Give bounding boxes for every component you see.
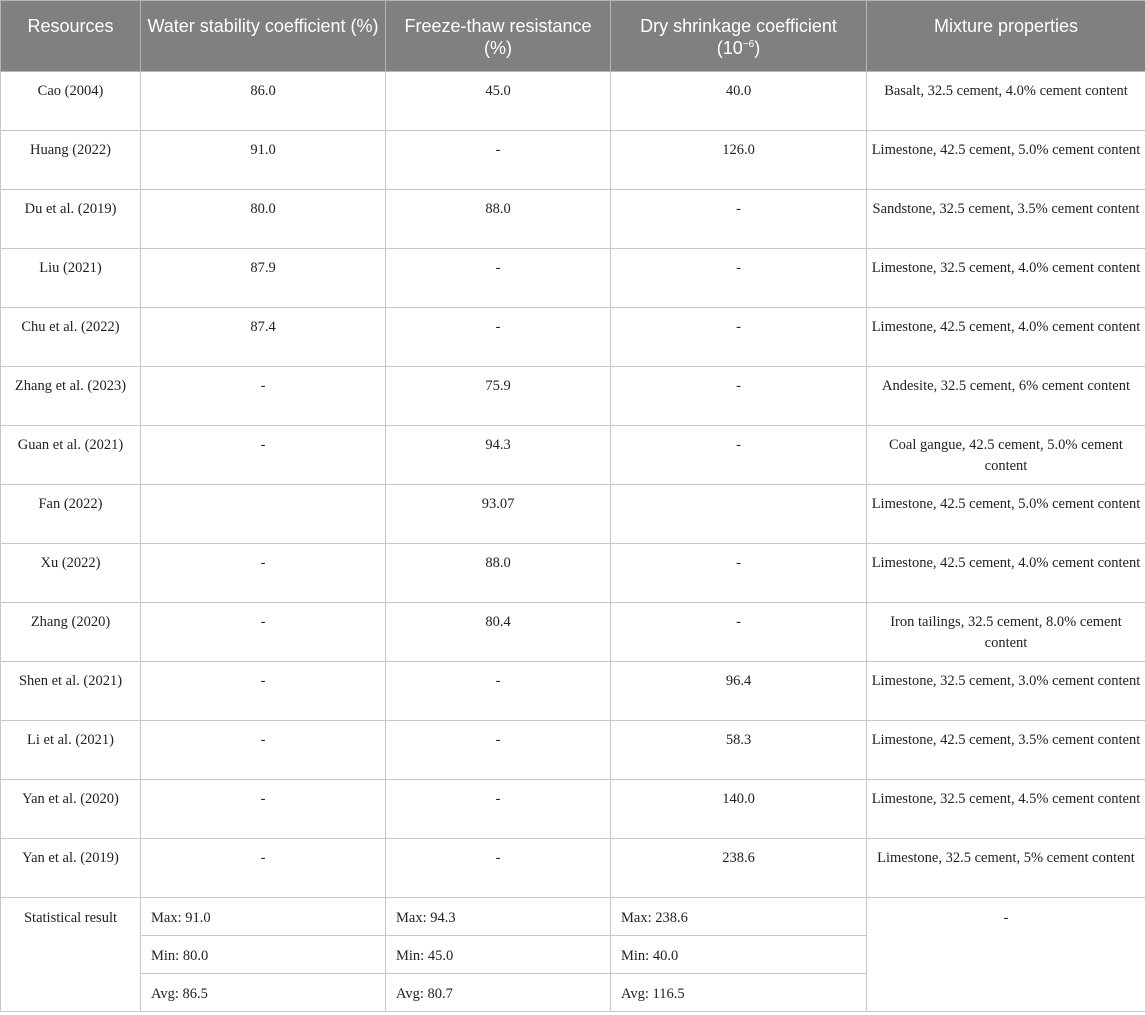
stat-freeze-max: Max: 94.3 bbox=[386, 898, 611, 936]
header-dry-shrinkage bbox=[611, 1, 867, 72]
cell-water-stability: - bbox=[141, 426, 386, 485]
cell-water-stability: 91.0 bbox=[141, 131, 386, 190]
statistics-row-max bbox=[1, 898, 1145, 936]
cell-water-stability: 87.9 bbox=[141, 249, 386, 308]
cell-mixture: Limestone, 32.5 cement, 3.0% cement content bbox=[867, 662, 1145, 721]
cell-mixture: Limestone, 42.5 cement, 5.0% cement content bbox=[867, 485, 1145, 544]
cell-resource: Zhang et al. (2023) bbox=[1, 367, 141, 426]
statistics-mixture: - bbox=[867, 898, 1145, 1012]
header-water-stability: Water stability coefficient (%) bbox=[141, 1, 386, 72]
table-row bbox=[1, 72, 1145, 131]
header-dry-shrinkage-exponent: −6 bbox=[742, 39, 755, 50]
cell-freeze-thaw: - bbox=[386, 780, 611, 839]
cell-dry-shrinkage: 140.0 bbox=[611, 780, 867, 839]
stat-dry-avg: Avg: 116.5 bbox=[611, 974, 867, 1012]
cell-mixture: Limestone, 42.5 cement, 5.0% cement content bbox=[867, 131, 1145, 190]
cell-dry-shrinkage bbox=[611, 485, 867, 544]
cell-freeze-thaw: - bbox=[386, 308, 611, 367]
table-row bbox=[1, 485, 1145, 544]
table-row bbox=[1, 367, 1145, 426]
cell-mixture: Sandstone, 32.5 cement, 3.5% cement content bbox=[867, 190, 1145, 249]
cell-water-stability: - bbox=[141, 603, 386, 662]
table-header bbox=[1, 1, 1145, 72]
stat-water-max: Max: 91.0 bbox=[141, 898, 386, 936]
stat-dry-min: Min: 40.0 bbox=[611, 936, 867, 974]
cell-water-stability: - bbox=[141, 721, 386, 780]
cell-resource: Chu et al. (2022) bbox=[1, 308, 141, 367]
cell-resource: Cao (2004) bbox=[1, 72, 141, 131]
table-row bbox=[1, 780, 1145, 839]
cell-dry-shrinkage: 126.0 bbox=[611, 131, 867, 190]
cell-freeze-thaw: - bbox=[386, 131, 611, 190]
table-row bbox=[1, 249, 1145, 308]
cell-mixture: Limestone, 32.5 cement, 4.0% cement content bbox=[867, 249, 1145, 308]
cell-resource: Shen et al. (2021) bbox=[1, 662, 141, 721]
table-row bbox=[1, 131, 1145, 190]
cell-mixture: Limestone, 32.5 cement, 5% cement content bbox=[867, 839, 1145, 898]
cell-freeze-thaw: - bbox=[386, 839, 611, 898]
cell-water-stability: 86.0 bbox=[141, 72, 386, 131]
cell-freeze-thaw: - bbox=[386, 662, 611, 721]
cell-water-stability: 87.4 bbox=[141, 308, 386, 367]
cell-mixture: Iron tailings, 32.5 cement, 8.0% cement content bbox=[867, 603, 1145, 662]
cell-mixture: Limestone, 42.5 cement, 4.0% cement content bbox=[867, 544, 1145, 603]
cell-dry-shrinkage: - bbox=[611, 367, 867, 426]
cell-dry-shrinkage: 238.6 bbox=[611, 839, 867, 898]
header-mixture-properties: Mixture properties bbox=[867, 1, 1145, 72]
cell-mixture: Coal gangue, 42.5 cement, 5.0% cement content bbox=[867, 426, 1145, 485]
cell-dry-shrinkage: 96.4 bbox=[611, 662, 867, 721]
cell-water-stability: 80.0 bbox=[141, 190, 386, 249]
cell-resource: Fan (2022) bbox=[1, 485, 141, 544]
header-freeze-thaw: Freeze-thaw resistance (%) bbox=[386, 1, 611, 72]
cell-freeze-thaw: 94.3 bbox=[386, 426, 611, 485]
cell-dry-shrinkage: - bbox=[611, 426, 867, 485]
cell-freeze-thaw: 45.0 bbox=[386, 72, 611, 131]
cell-dry-shrinkage: 58.3 bbox=[611, 721, 867, 780]
cell-dry-shrinkage: - bbox=[611, 603, 867, 662]
table-row bbox=[1, 426, 1145, 485]
cell-resource: Guan et al. (2021) bbox=[1, 426, 141, 485]
stat-freeze-min: Min: 45.0 bbox=[386, 936, 611, 974]
table-row bbox=[1, 839, 1145, 898]
cell-freeze-thaw: 88.0 bbox=[386, 544, 611, 603]
cell-resource: Du et al. (2019) bbox=[1, 190, 141, 249]
header-resources: Resources bbox=[1, 1, 141, 72]
cell-dry-shrinkage: - bbox=[611, 249, 867, 308]
stat-freeze-avg: Avg: 80.7 bbox=[386, 974, 611, 1012]
cell-water-stability: - bbox=[141, 544, 386, 603]
cell-water-stability: - bbox=[141, 780, 386, 839]
table-row bbox=[1, 190, 1145, 249]
table-row bbox=[1, 603, 1145, 662]
cell-freeze-thaw: 93.07 bbox=[386, 485, 611, 544]
cell-mixture: Limestone, 32.5 cement, 4.5% cement content bbox=[867, 780, 1145, 839]
table-body bbox=[1, 72, 1145, 1012]
header-row bbox=[1, 1, 1145, 72]
cell-resource: Zhang (2020) bbox=[1, 603, 141, 662]
cell-resource: Li et al. (2021) bbox=[1, 721, 141, 780]
stat-water-avg: Avg: 86.5 bbox=[141, 974, 386, 1012]
header-dry-shrinkage-text: Dry shrinkage coefficient (10 bbox=[640, 16, 837, 58]
table-row bbox=[1, 662, 1145, 721]
cell-freeze-thaw: 80.4 bbox=[386, 603, 611, 662]
cell-water-stability bbox=[141, 485, 386, 544]
table-row bbox=[1, 308, 1145, 367]
cell-resource: Yan et al. (2020) bbox=[1, 780, 141, 839]
stat-dry-max: Max: 238.6 bbox=[611, 898, 867, 936]
cell-freeze-thaw: - bbox=[386, 249, 611, 308]
cell-freeze-thaw: 88.0 bbox=[386, 190, 611, 249]
cell-freeze-thaw: - bbox=[386, 721, 611, 780]
cell-resource: Huang (2022) bbox=[1, 131, 141, 190]
cell-water-stability: - bbox=[141, 367, 386, 426]
cell-resource: Liu (2021) bbox=[1, 249, 141, 308]
cell-dry-shrinkage: - bbox=[611, 190, 867, 249]
cell-mixture: Limestone, 42.5 cement, 4.0% cement content bbox=[867, 308, 1145, 367]
statistics-label: Statistical result bbox=[1, 898, 141, 1012]
table-row bbox=[1, 544, 1145, 603]
cell-mixture: Basalt, 32.5 cement, 4.0% cement content bbox=[867, 72, 1145, 131]
cell-water-stability: - bbox=[141, 662, 386, 721]
cell-mixture: Limestone, 42.5 cement, 3.5% cement content bbox=[867, 721, 1145, 780]
cell-dry-shrinkage: 40.0 bbox=[611, 72, 867, 131]
cell-water-stability: - bbox=[141, 839, 386, 898]
cell-dry-shrinkage: - bbox=[611, 544, 867, 603]
header-dry-shrinkage-close: ) bbox=[754, 38, 761, 58]
cell-freeze-thaw: 75.9 bbox=[386, 367, 611, 426]
cell-dry-shrinkage: - bbox=[611, 308, 867, 367]
cell-resource: Yan et al. (2019) bbox=[1, 839, 141, 898]
cell-resource: Xu (2022) bbox=[1, 544, 141, 603]
cell-mixture: Andesite, 32.5 cement, 6% cement content bbox=[867, 367, 1145, 426]
stat-water-min: Min: 80.0 bbox=[141, 936, 386, 974]
table-row bbox=[1, 721, 1145, 780]
